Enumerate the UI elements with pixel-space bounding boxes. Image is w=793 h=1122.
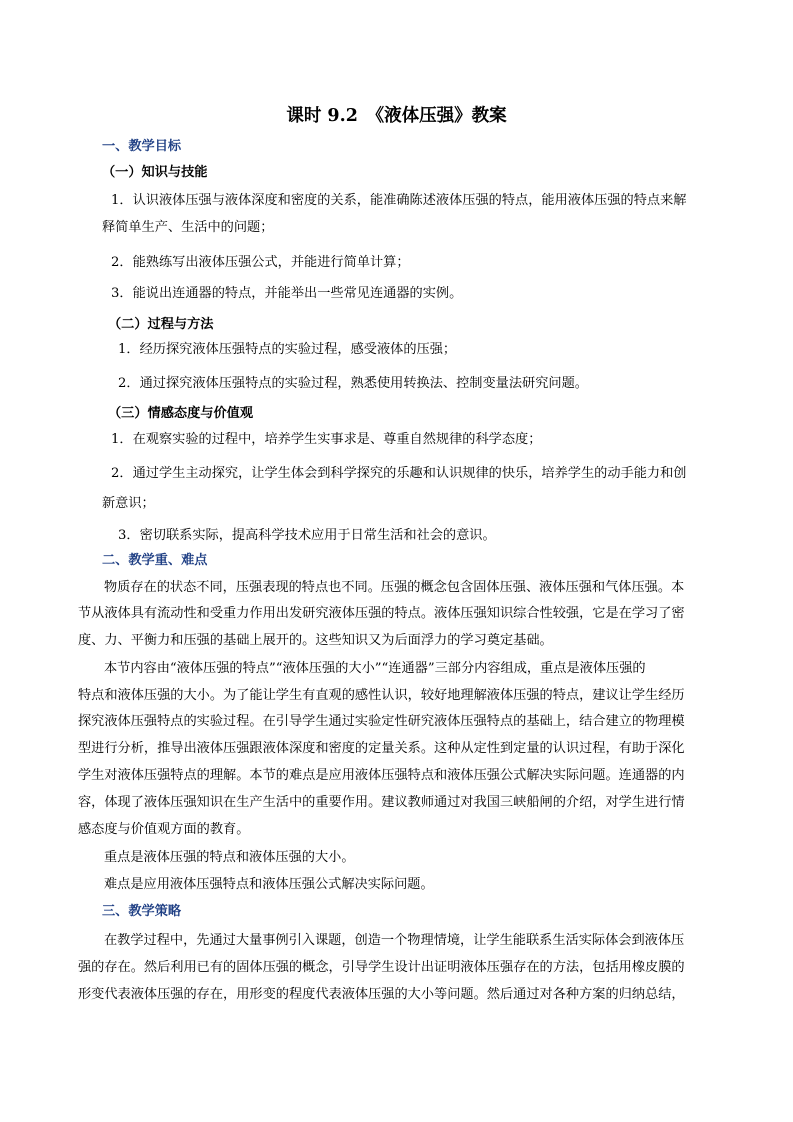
- subsection-heading-attitude: （三）情感态度与价值观: [108, 406, 254, 421]
- section-heading-strategy: 三、教学策略: [102, 904, 182, 919]
- text-line: 释简单生产、生活中的问题；: [102, 220, 274, 235]
- section-heading-goals: 一、教学目标: [102, 139, 182, 154]
- text-line: 3．能说出连通器的特点，并能举出一些常见连通器的实例。: [111, 286, 463, 301]
- text-line: 2．通过探究液体压强特点的实验过程，熟悉使用转换法、控制变量法研究问题。: [118, 376, 588, 391]
- text-line: 2．能熟练写出液体压强公式，并能进行简单计算；: [111, 255, 410, 270]
- difficult-point: 难点是应用液体压强特点和液体压强公式解决实际问题。: [104, 877, 434, 892]
- text-line: 节从液体具有流动性和受重力作用出发研究液体压强的特点。液体压强知识综合性较强，它是在学习了密: [78, 606, 685, 621]
- text-line: 在教学过程中，先通过大量事例引入课题，创造一个物理情境，让学生能联系生活实际体会到液体压: [104, 933, 685, 948]
- text-line: 特点和液体压强的大小。为了能让学生有直观的感性认识，较好地理解液体压强的特点，建议让学生经历: [78, 688, 685, 703]
- key-point: 重点是液体压强的特点和液体压强的大小。: [104, 850, 355, 865]
- text-line: 1．认识液体压强与液体深度和密度的关系，能准确陈述液体压强的特点，能用液体压强的特点来解: [111, 193, 687, 208]
- text-line: 1．在观察实验的过程中，培养学生实事求是、尊重自然规律的科学态度；: [111, 432, 542, 447]
- text-line: 形变代表液体压强的存在，用形变的程度代表液体压强的大小等问题。然后通过对各种方案的归纳总结，: [78, 987, 685, 1002]
- text-line: 本节内容由“液体压强的特点”“液体压强的大小”“连通器”三部分内容组成，重点是液体压强的: [104, 661, 646, 676]
- page-title: 课时 9.2 《液体压强》教案: [286, 106, 507, 126]
- text-line: 1．经历探究液体压强特点的实验过程，感受液体的压强；: [118, 342, 457, 357]
- text-line: 度、力、平衡力和压强的基础上展开的。这些知识又为后面浮力的学习奠定基础。: [78, 633, 553, 648]
- subsection-heading-process: （二）过程与方法: [108, 317, 214, 332]
- text-line: 强的存在。然后利用已有的固体压强的概念，引导学生设计出证明液体压强存在的方法，包括用橡皮膜的: [78, 960, 685, 975]
- text-line: 型进行分析，推导出液体压强跟液体深度和密度的定量关系。这种从定性到定量的认识过程，有助于深化: [78, 741, 685, 756]
- subsection-heading-knowledge: （一）知识与技能: [102, 165, 208, 180]
- text-line: 容，体现了液体压强知识在生产生活中的重要作用。建议教师通过对我国三峡船闸的介绍，对学生进行情: [78, 795, 685, 810]
- text-line: 物质存在的状态不同，压强表现的特点也不同。压强的概念包含固体压强、液体压强和气体压强。本: [104, 580, 685, 595]
- text-line: 探究液体压强特点的实验过程。在引导学生通过实验定性研究液体压强特点的基础上，结合建立的物理模: [78, 714, 685, 729]
- section-heading-key: 二、教学重、难点: [102, 553, 208, 568]
- text-line: 3．密切联系实际，提高科学技术应用于日常生活和社会的意识。: [118, 528, 496, 543]
- text-line: 学生对液体压强特点的理解。本节的难点是应用液体压强特点和液体压强公式解决实际问题。连通器的内: [78, 768, 685, 783]
- text-line: 2．通过学生主动探究，让学生体会到科学探究的乐趣和认识规律的快乐，培养学生的动手能力和创: [111, 466, 687, 481]
- text-line: 新意识；: [102, 496, 155, 511]
- text-line: 感态度与价值观方面的教育。: [78, 822, 250, 837]
